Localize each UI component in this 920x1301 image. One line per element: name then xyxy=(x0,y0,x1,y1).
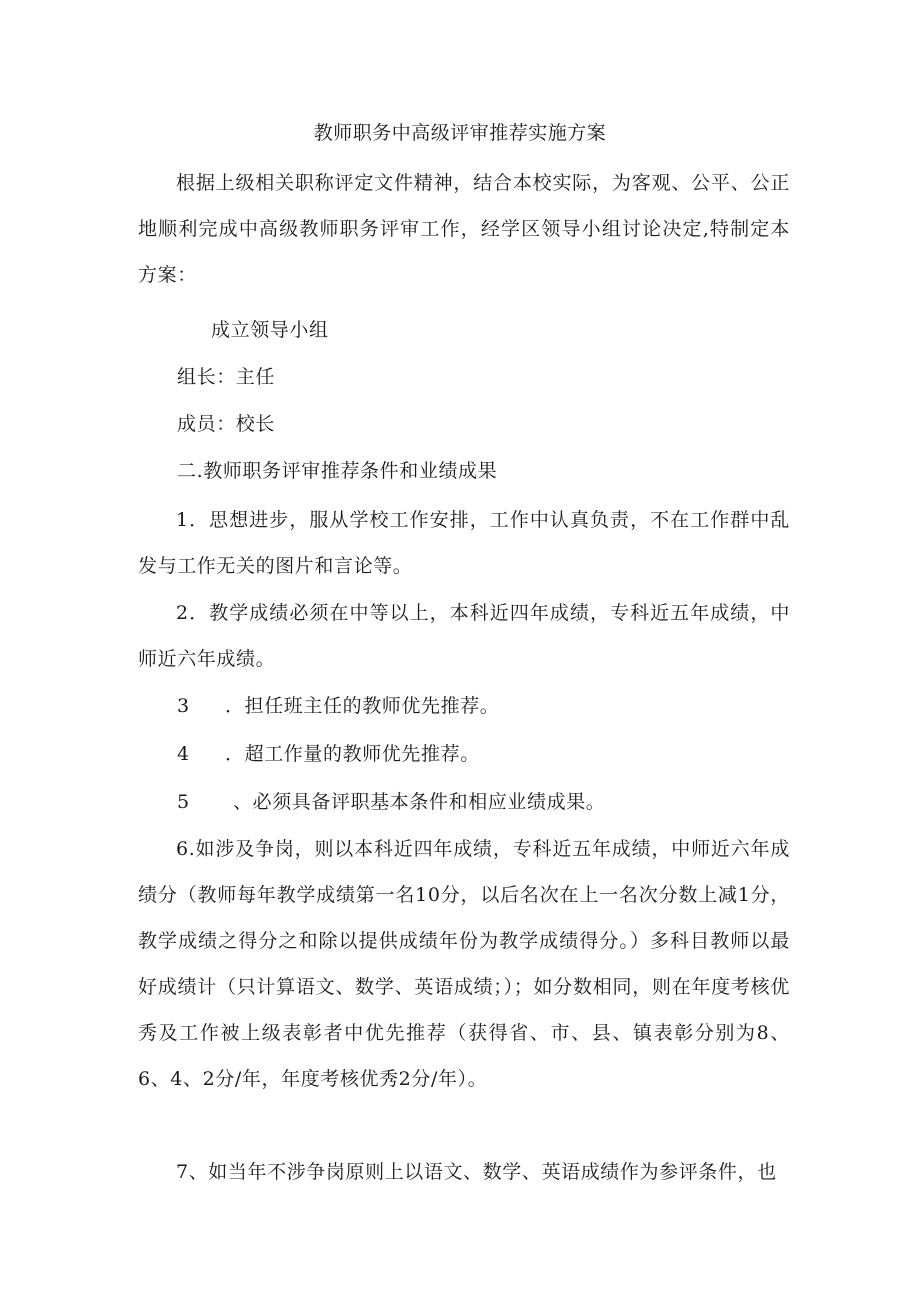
item-7: 7、如当年不涉争岗原则上以语文、数学、英语成绩作为参评条件，也 xyxy=(176,1161,777,1183)
section2-heading: 二.教师职务评审推荐条件和业绩成果 xyxy=(177,460,498,482)
item-3-number: 3 xyxy=(177,695,190,717)
intro-paragraph: 根据上级相关职称评定文件精神，结合本校实际，为客观、公平、公正地顺利完成中高级教师职务评审工作，经学区领导小组讨论决定,特制定本方案： xyxy=(138,172,790,286)
item-4-text: ．超工作量的教师优先推荐。 xyxy=(225,743,480,765)
item-1: 1．思想进步，服从学校工作安排，工作中认真负责，不在工作群中乱发与工作无关的图片和言论等。 xyxy=(138,509,790,577)
item-4 xyxy=(177,742,480,766)
item-6: 6.如涉及争岗，则以本科近四年成绩，专科近五年成绩，中师近六年成绩分（教师每年教学成绩第一名10分，以后名次在上一名次分数上减1分，教学成绩之得分之和除以提供成绩年份为教学成绩得分。）多科目教师以最好成绩计（只计算语文、数学、英语成绩；）；如分数相同，则在年度考核优秀及工作被上级表彰者中优先推荐（获得省、市、县、镇表彰分别为8、6、4、2分/年，年度考核优秀2分/年）。 xyxy=(138,838,790,1090)
item-3 xyxy=(177,694,499,718)
item-5-number: 5 xyxy=(177,791,190,813)
section1-heading: 成立领导小组 xyxy=(211,319,329,341)
document-title: 教师职务中高级评审推荐实施方案 xyxy=(313,122,607,144)
item-4-number: 4 xyxy=(177,743,190,765)
members-line: 成员：校长 xyxy=(177,413,276,435)
item-5 xyxy=(177,790,605,814)
item-5-text: 、必须具备评职基本条件和相应业绩成果。 xyxy=(233,791,606,813)
item-2: 2．教学成绩必须在中等以上，本科近四年成绩，专科近五年成绩，中师近六年成绩。 xyxy=(138,602,790,670)
item-3-text: ．担任班主任的教师优先推荐。 xyxy=(225,695,500,717)
leader-line: 组长：主任 xyxy=(177,366,276,388)
